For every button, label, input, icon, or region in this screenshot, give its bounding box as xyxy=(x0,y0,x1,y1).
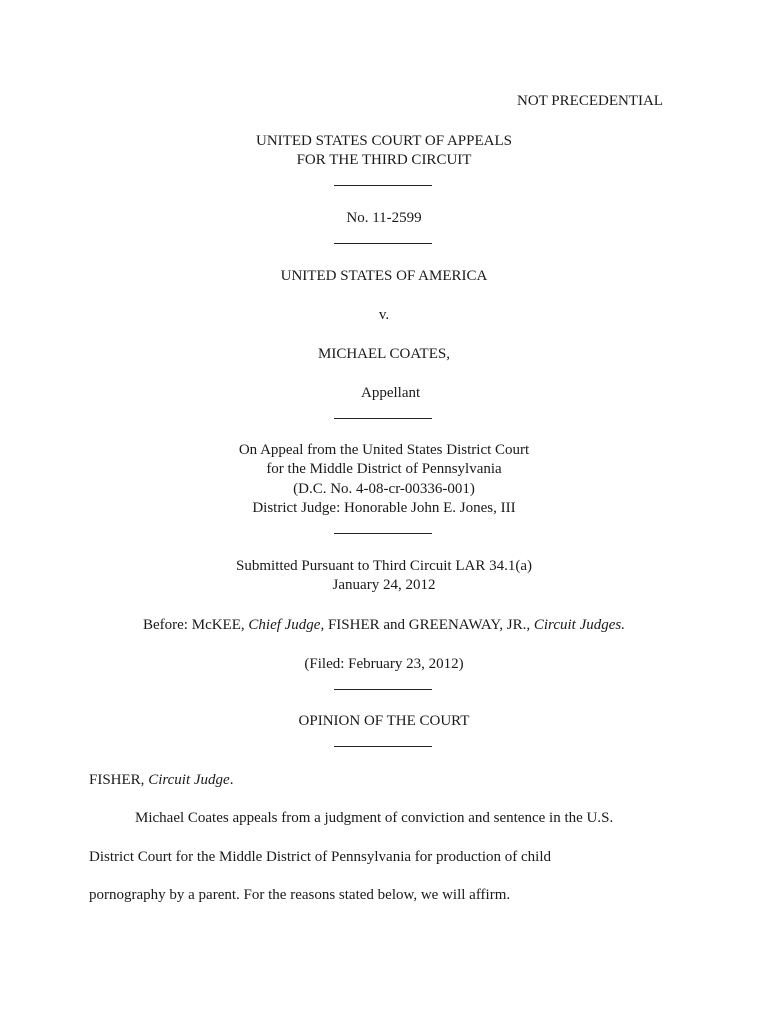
panel-before: Before: McKEE, xyxy=(143,617,249,633)
author-title: Circuit Judge xyxy=(148,772,230,788)
district-judge: District Judge: Honorable John E. Jones, III xyxy=(252,500,516,516)
divider-rule xyxy=(334,533,432,534)
submission-basis: Submitted Pursuant to Third Circuit LAR 34.1(a) xyxy=(236,558,532,574)
defendant-name: MICHAEL COATES, xyxy=(318,346,450,362)
opinion-heading: OPINION OF THE COURT xyxy=(298,713,470,729)
divider-rule xyxy=(334,185,432,186)
body-paragraph-line1: Michael Coates appeals from a judgment of conviction and sentence in the U.S. xyxy=(135,810,614,826)
district-court-number: (D.C. No. 4-08-cr-00336-001) xyxy=(293,481,475,497)
filed-date: (Filed: February 23, 2012) xyxy=(304,656,464,672)
author-name: FISHER, xyxy=(89,772,149,788)
court-name-line2: FOR THE THIRD CIRCUIT xyxy=(296,152,472,168)
appeal-origin-line2: for the Middle District of Pennsylvania xyxy=(266,461,502,477)
body-paragraph-line3: pornography by a parent. For the reasons stated below, we will affirm. xyxy=(89,887,511,903)
panel-other-judges: , FISHER and GREENAWAY, JR., xyxy=(320,617,534,633)
plaintiff-name: UNITED STATES OF AMERICA xyxy=(280,268,488,284)
divider-rule xyxy=(334,689,432,690)
divider-rule xyxy=(334,746,432,747)
chief-judge-title: Chief Judge xyxy=(248,617,321,633)
divider-rule xyxy=(334,243,432,244)
submission-date: January 24, 2012 xyxy=(332,577,436,593)
body-paragraph-line2: District Court for the Middle District of Pennsylvania for production of child xyxy=(89,849,551,865)
case-number: No. 11-2599 xyxy=(346,210,422,226)
author-period: . xyxy=(229,772,234,788)
court-name-line1: UNITED STATES COURT OF APPEALS xyxy=(256,133,512,149)
appeal-origin-line1: On Appeal from the United States District Court xyxy=(238,442,530,458)
circuit-judges-title: Circuit Judges. xyxy=(533,617,625,633)
versus-label: v. xyxy=(378,307,390,323)
not-precedential-label: NOT PRECEDENTIAL xyxy=(517,93,663,109)
divider-rule xyxy=(334,418,432,419)
panel-judges xyxy=(0,616,768,635)
opinion-author xyxy=(89,771,233,790)
appellant-role: Appellant xyxy=(361,385,421,401)
